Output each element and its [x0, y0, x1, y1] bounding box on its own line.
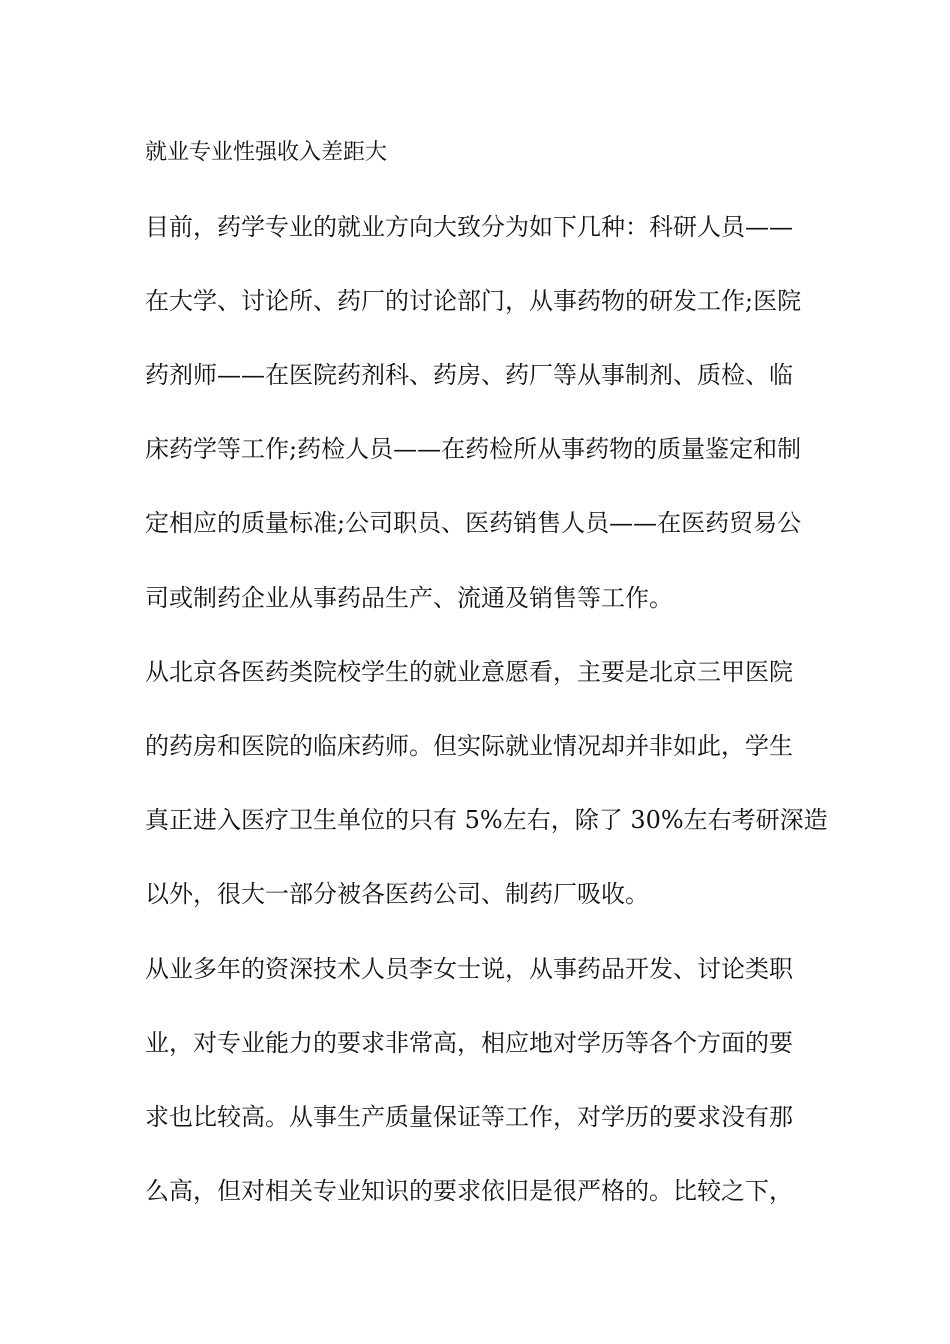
text-line-10: 以外，很大一部分被各医药公司、制药厂吸收。 [145, 880, 649, 908]
text-line-9: 真正进入医疗卫生单位的只有 5%左右，除了 30%左右考研深造 [145, 806, 828, 834]
text-line-8: 的药房和医院的临床药师。但实际就业情况却并非如此，学生 [145, 732, 793, 760]
text-line-1: 目前，药学专业的就业方向大致分为如下几种：科研人员—— [145, 213, 793, 241]
section-heading: 就业专业性强收入差距大 [145, 140, 388, 165]
text-line-3: 药剂师——在医院药剂科、药房、药厂等从事制剂、质检、临 [145, 361, 793, 389]
text-line-14: 么高，但对相关专业知识的要求依旧是很严格的。比较之下， [145, 1177, 793, 1205]
text-line-11: 从业多年的资深技术人员李女士说，从事药品开发、讨论类职 [145, 955, 793, 983]
text-line-6: 司或制药企业从事药品生产、流通及销售等工作。 [145, 584, 673, 612]
text-line-13: 求也比较高。从事生产质量保证等工作，对学历的要求没有那 [145, 1103, 793, 1131]
text-line-5: 定相应的质量标准;公司职员、医药销售人员——在医药贸易公 [145, 509, 802, 537]
text-line-7: 从北京各医药类院校学生的就业意愿看，主要是北京三甲医院 [145, 658, 793, 686]
text-line-4: 床药学等工作;药检人员——在药检所从事药物的质量鉴定和制 [145, 435, 802, 463]
text-line-2: 在大学、讨论所、药厂的讨论部门，从事药物的研发工作;医院 [145, 287, 802, 315]
text-line-12: 业，对专业能力的要求非常高，相应地对学历等各个方面的要 [145, 1029, 793, 1057]
